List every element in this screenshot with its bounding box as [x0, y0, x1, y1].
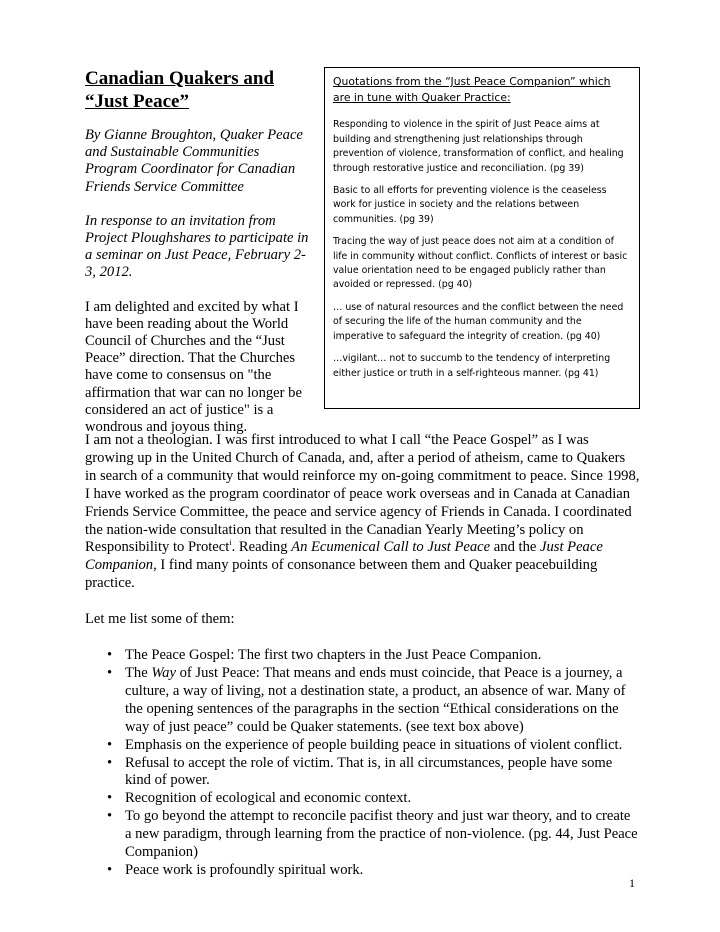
- bullet-icon: •: [107, 754, 113, 771]
- quote-4: … use of natural resources and the conflict between the need of securing the life of the human community and the imperative to safeguard the integrity of creation. (pg 40): [333, 301, 624, 342]
- article-title: [85, 67, 315, 113]
- list-item-text: Emphasis on the experience of people building peace in situations of violent conflict.: [125, 736, 623, 753]
- list-item-text-post: of Just Peace: That means and ends must coincide, that Peace is a journey, a culture, a way of living, not a destination state, a product, an absence of war. Many of the opening sentences of the paragraphs in the section “Ethical considerations on the way of just peace” could be Quaker statements. (see text box above): [125, 664, 626, 735]
- list-item-text: Recognition of ecological and economic context.: [125, 790, 412, 807]
- bullet-icon: •: [107, 736, 113, 753]
- main-body: [85, 432, 640, 880]
- list-item-text-pre: The: [125, 664, 152, 681]
- list-item: [85, 665, 640, 737]
- book-title-companion: Just Peace Companion: [85, 539, 603, 574]
- footnote-marker: i: [229, 538, 232, 548]
- list-item: [85, 808, 640, 862]
- background-paragraph: [85, 432, 640, 593]
- bullet-icon: •: [107, 664, 113, 681]
- title-line-1: Canadian Quakers and: [85, 68, 275, 89]
- list-item-text: To go beyond the attempt to reconcile pacifist theory and just war theory, and to create a new paradigm, through learning from the practice of non-violence. (pg. 44, Just Peace Companion): [125, 808, 638, 861]
- author-byline: By Gianne Broughton, Quaker Peace and Sustainable Communities Program Coordinator for Canadian Friends Service Committee: [85, 127, 303, 195]
- list-intro: Let me list some of them:: [85, 611, 235, 628]
- bullet-icon: •: [107, 861, 113, 878]
- bullet-icon: •: [107, 647, 113, 664]
- list-item: [85, 862, 640, 880]
- quote-5: …vigilant… not to succumb to the tendency of interpreting either justice or truth in a self-righteous manner. (pg 41): [333, 353, 611, 379]
- quotations-text-box: [324, 67, 640, 409]
- paragraph-text-2: . Reading: [231, 539, 292, 556]
- list-item-text: The Peace Gospel: The first two chapters in the Just Peace Companion.: [125, 647, 542, 664]
- consonance-list: [85, 647, 640, 880]
- page-number: 1: [629, 876, 635, 890]
- quote-1: Responding to violence in the spirit of Just Peace aims at building and strengthening just relationships through prevention of violence, transformation of conflict, and healing through restorative justice and reconciliation. (pg 39): [333, 119, 624, 174]
- paragraph-text-4: , I find many points of consonance between them and Quaker peacebuilding practice.: [85, 557, 598, 592]
- list-item: [85, 647, 640, 665]
- left-column: [85, 67, 315, 436]
- quote-box-title: Quotations from the “Just Peace Companion” which are in tune with Quaker Practice:: [333, 75, 611, 105]
- book-title-ecumenical-call: An Ecumenical Call to Just Peace: [291, 539, 491, 556]
- intro-paragraph: I am delighted and excited by what I have been reading about the World Council of Churches and the “Just Peace” direction. That the Churches have come to consensus on "the affirmation that war can no longer be considered an act of justice" is a wondrous and joyous thing.: [85, 298, 302, 436]
- bullet-icon: •: [107, 790, 113, 807]
- quote-2: Basic to all efforts for preventing violence is the ceaseless work for justice in society and the relations between communities. (pg 39): [333, 185, 607, 225]
- quote-3: Tracing the way of just peace does not aim at a condition of life in community without conflict. Conflicts of interest or basic value orientation need to be engaged publicly rather than avoided or repressed. (pg 40): [333, 236, 628, 291]
- list-item-emphasis: Way: [151, 664, 176, 681]
- invitation-note: In response to an invitation from Project Ploughshares to participate in a seminar on Just Peace, February 2-3, 2012.: [85, 212, 309, 281]
- list-item: [85, 737, 640, 755]
- title-line-2: “Just Peace”: [85, 91, 189, 112]
- paragraph-text-1: I am not a theologian. I was first introduced to what I call “the Peace Gospel” as I was growing up in the United Church of Canada, and, after a period of atheism, came to Quakers in search of a community that would reinforce my on-going commitment to peace. Since 1998, I have worked as the program coordinator of peace work overseas and in Canada at Canadian Friends Service Committee, the peace and service agency of Friends in Canada. I coordinated the nation-wide consultation that resulted in the Canadian Yearly Meeting’s policy on Responsibility to Protect: [85, 432, 640, 556]
- list-item-text: Peace work is profoundly spiritual work.: [125, 861, 364, 878]
- paragraph-text-3: and the: [490, 539, 540, 556]
- list-item: [85, 755, 640, 791]
- list-item-text: Refusal to accept the role of victim. That is, in all circumstances, people have some kind of power.: [125, 754, 613, 789]
- list-item: [85, 790, 640, 808]
- bullet-icon: •: [107, 808, 113, 825]
